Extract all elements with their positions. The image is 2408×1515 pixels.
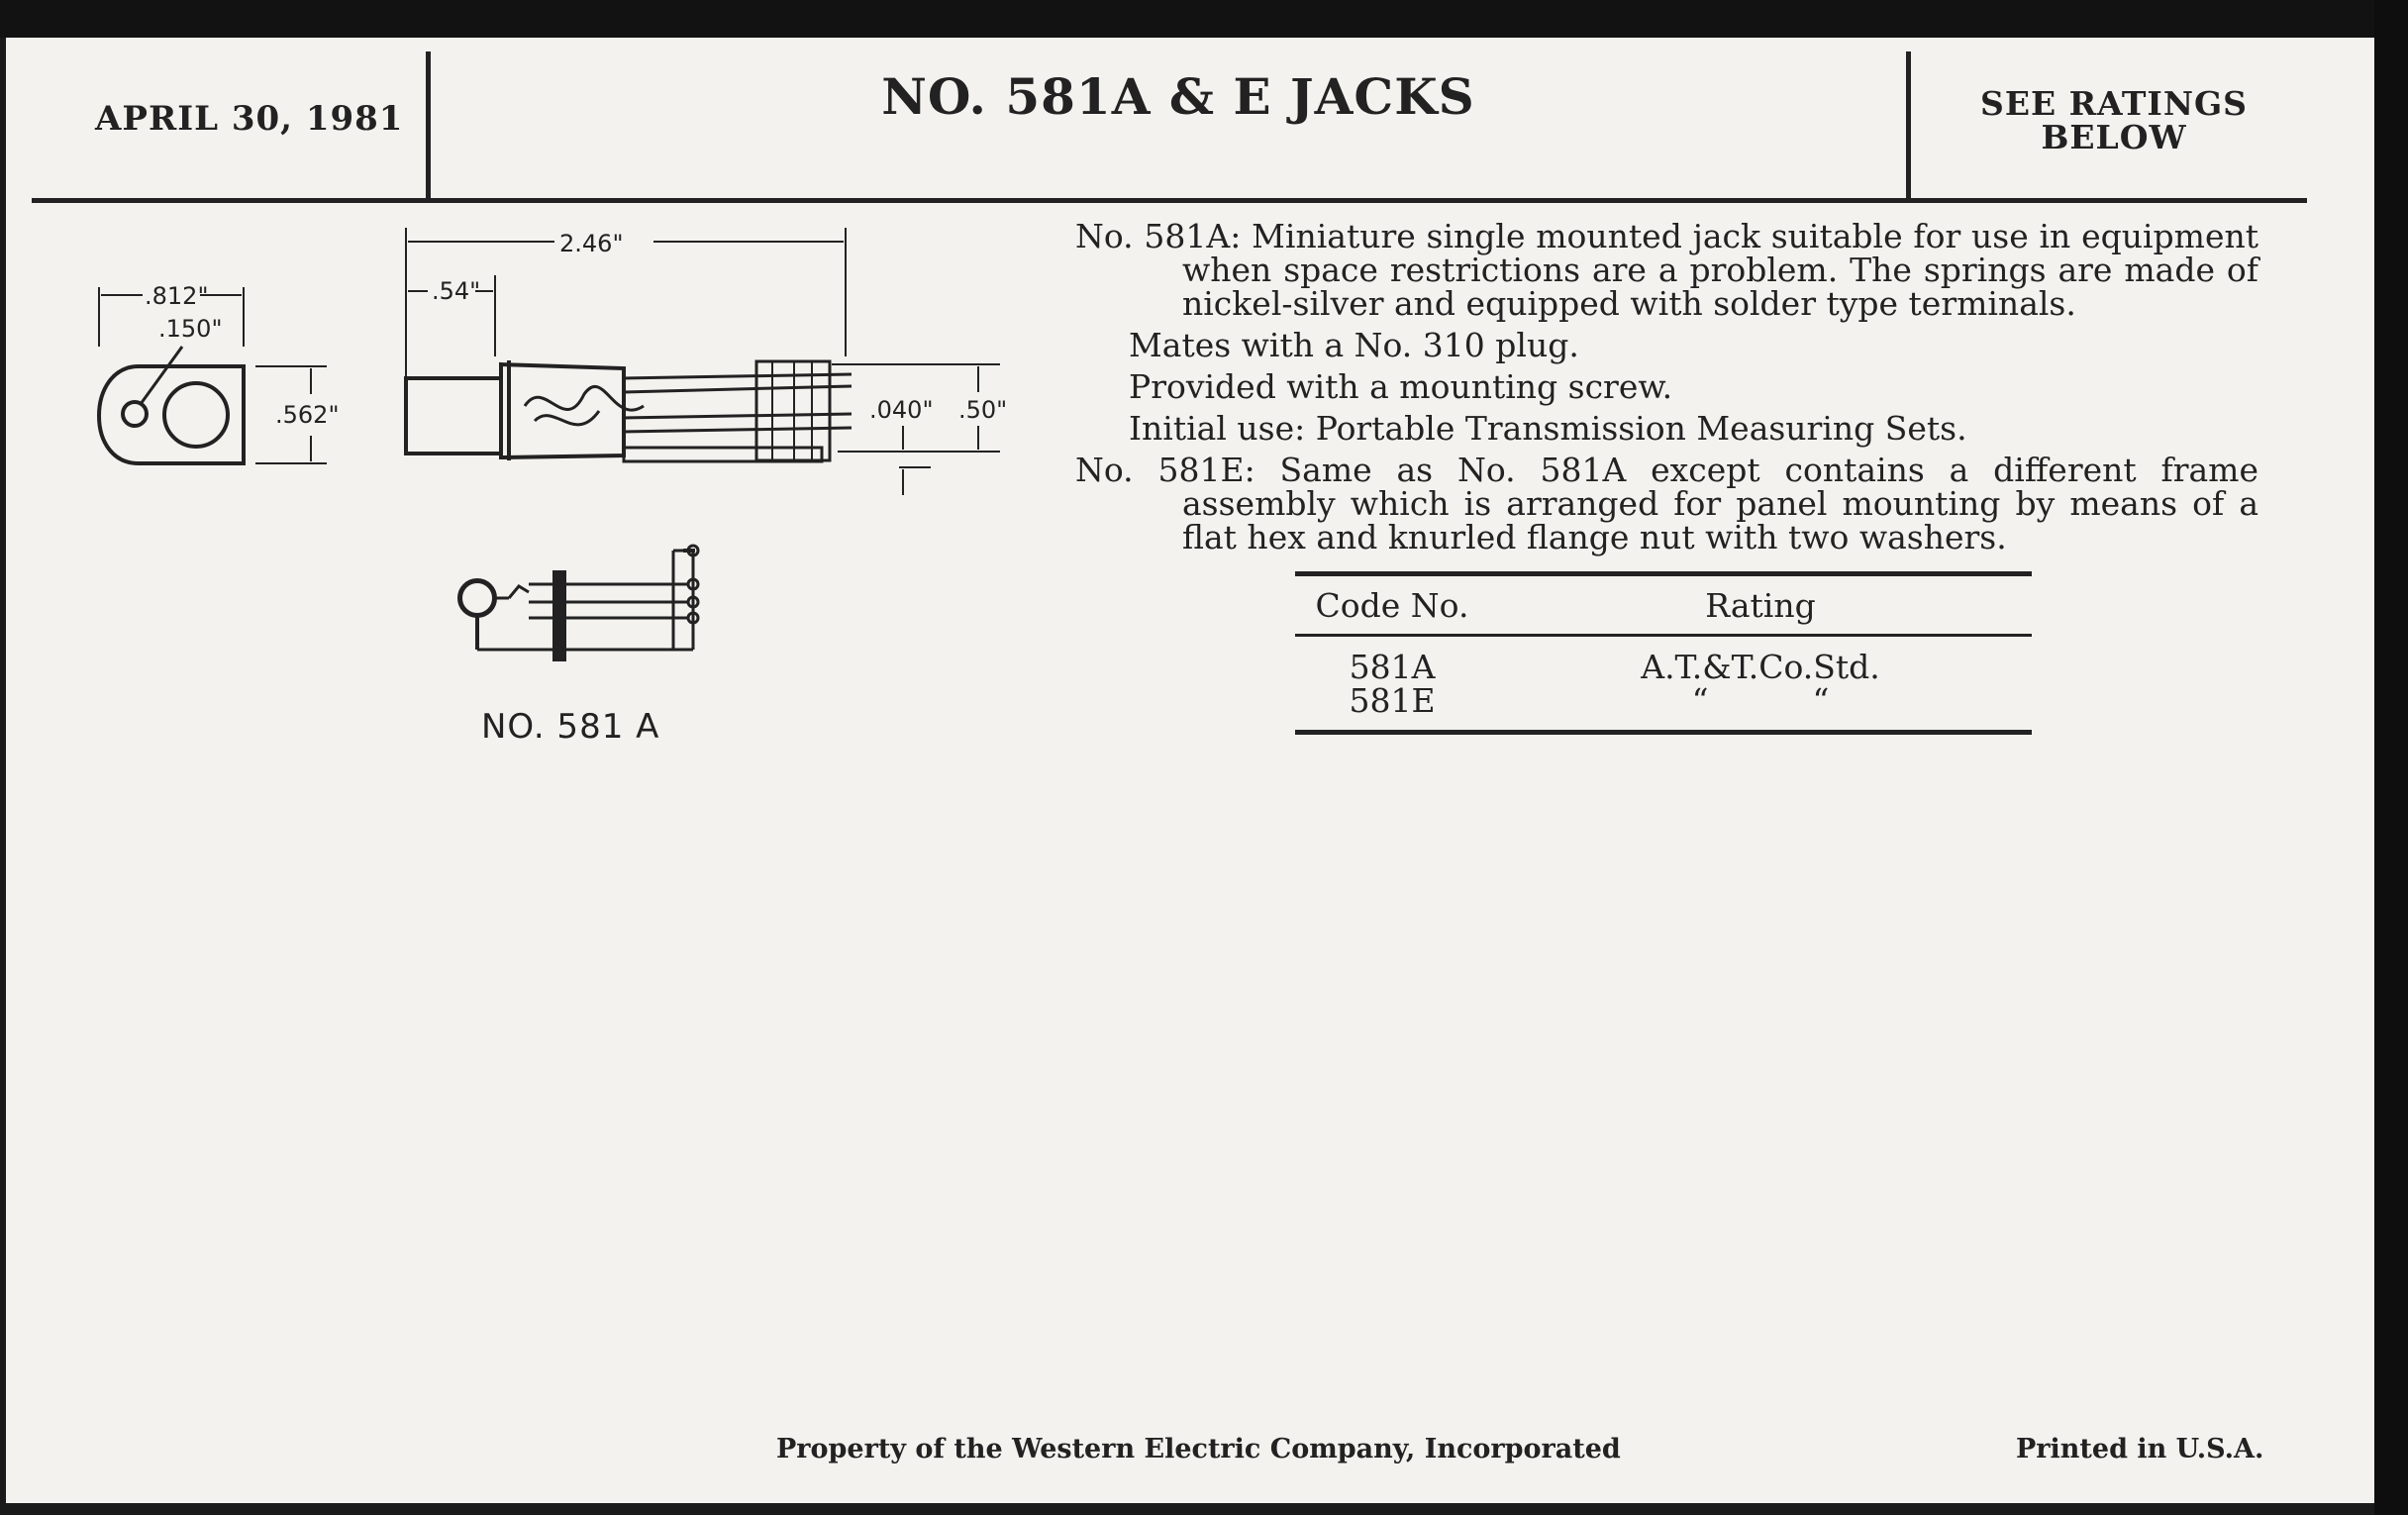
footer-property: Property of the Western Electric Company, Incorporated (776, 1434, 1621, 1464)
side-view (406, 228, 1000, 495)
dim-54-label: .54" (432, 277, 481, 305)
table-header (1295, 576, 2032, 634)
table-row (1295, 648, 2032, 686)
desc-initial-use: Initial use: Portable Transmission Measuring Sets. (1129, 409, 1967, 448)
desc-mates: Mates with a No. 310 plug. (1129, 326, 1579, 364)
footer-printed: Printed in U.S.A. (2016, 1434, 2264, 1464)
ratings-table (1295, 571, 2032, 735)
dim-150-label: .150" (158, 315, 223, 343)
schematic-diagram (436, 535, 713, 663)
desc-screw: Provided with a mounting screw. (1129, 367, 1673, 406)
cell-code: 581A (1349, 648, 1436, 686)
dim-50-label: .50" (958, 396, 1008, 424)
dim-812-label: .812" (145, 282, 209, 310)
header-divider-left (426, 51, 431, 198)
ratings-note-line1: SEE RATINGS (1979, 84, 2249, 123)
dim-040-label: .040" (869, 396, 934, 424)
top-border (0, 0, 2408, 38)
cell-rating: “ “ (1691, 681, 1830, 720)
dim-562-label: .562" (275, 401, 340, 429)
front-view (99, 287, 327, 463)
figure-label: NO. 581 A (481, 707, 660, 747)
ratings-note (1921, 84, 2307, 156)
cell-code: 581E (1349, 681, 1436, 720)
page-title: NO. 581A & E JACKS (881, 67, 1475, 126)
desc-581a: No. 581A: Miniature single mounted jack suitable for use in equipment when space restrictions are a problem. The springs are made of nickel-silver and equipped with solder type terminals. (1075, 217, 2258, 323)
jack-drawing (59, 208, 1050, 762)
header-code: Code No. (1315, 585, 1469, 625)
header-rating: Rating (1705, 585, 1816, 625)
table-bottom-rule (1295, 730, 2032, 735)
dim-246-label: 2.46" (559, 230, 624, 257)
description (1075, 217, 2258, 562)
header-divider-right (1906, 51, 1911, 198)
desc-581e: No. 581E: Same as No. 581A except contains a different frame assembly which is arranged for panel mounting by means of a flat hex and knurled flange nut with two washers. (1075, 451, 2258, 556)
right-border (2374, 0, 2408, 1515)
table-row (1295, 681, 2032, 720)
ratings-note-line2: BELOW (2041, 118, 2187, 156)
issue-date: APRIL 30, 1981 (95, 99, 404, 139)
header-rule (32, 198, 2307, 203)
cell-rating: A.T.&T.Co.Std. (1641, 648, 1880, 686)
